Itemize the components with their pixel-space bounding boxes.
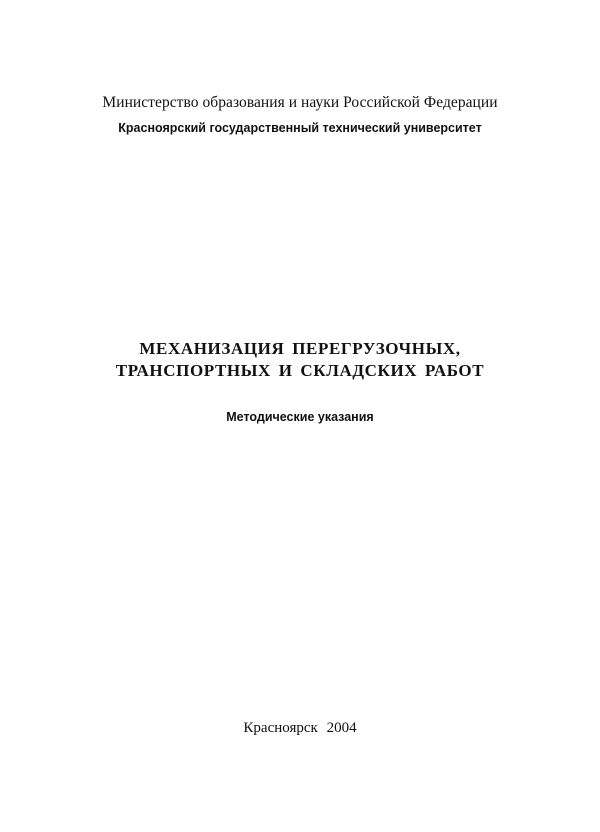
document-subtitle: Методические указания <box>226 410 374 424</box>
ministry-name: Министерство образования и науки Российской Федерации <box>102 94 498 111</box>
document-title <box>0 338 600 382</box>
title-line-2: ТРАНСПОРТНЫХ И СКЛАДСКИХ РАБОТ <box>115 361 485 380</box>
title-line-1: МЕХАНИЗАЦИЯ ПЕРЕГРУЗОЧНЫХ, <box>139 339 461 358</box>
place-and-year: Красноярск 2004 <box>243 720 357 736</box>
university-name: Красноярский государственный технический университет <box>118 121 482 135</box>
